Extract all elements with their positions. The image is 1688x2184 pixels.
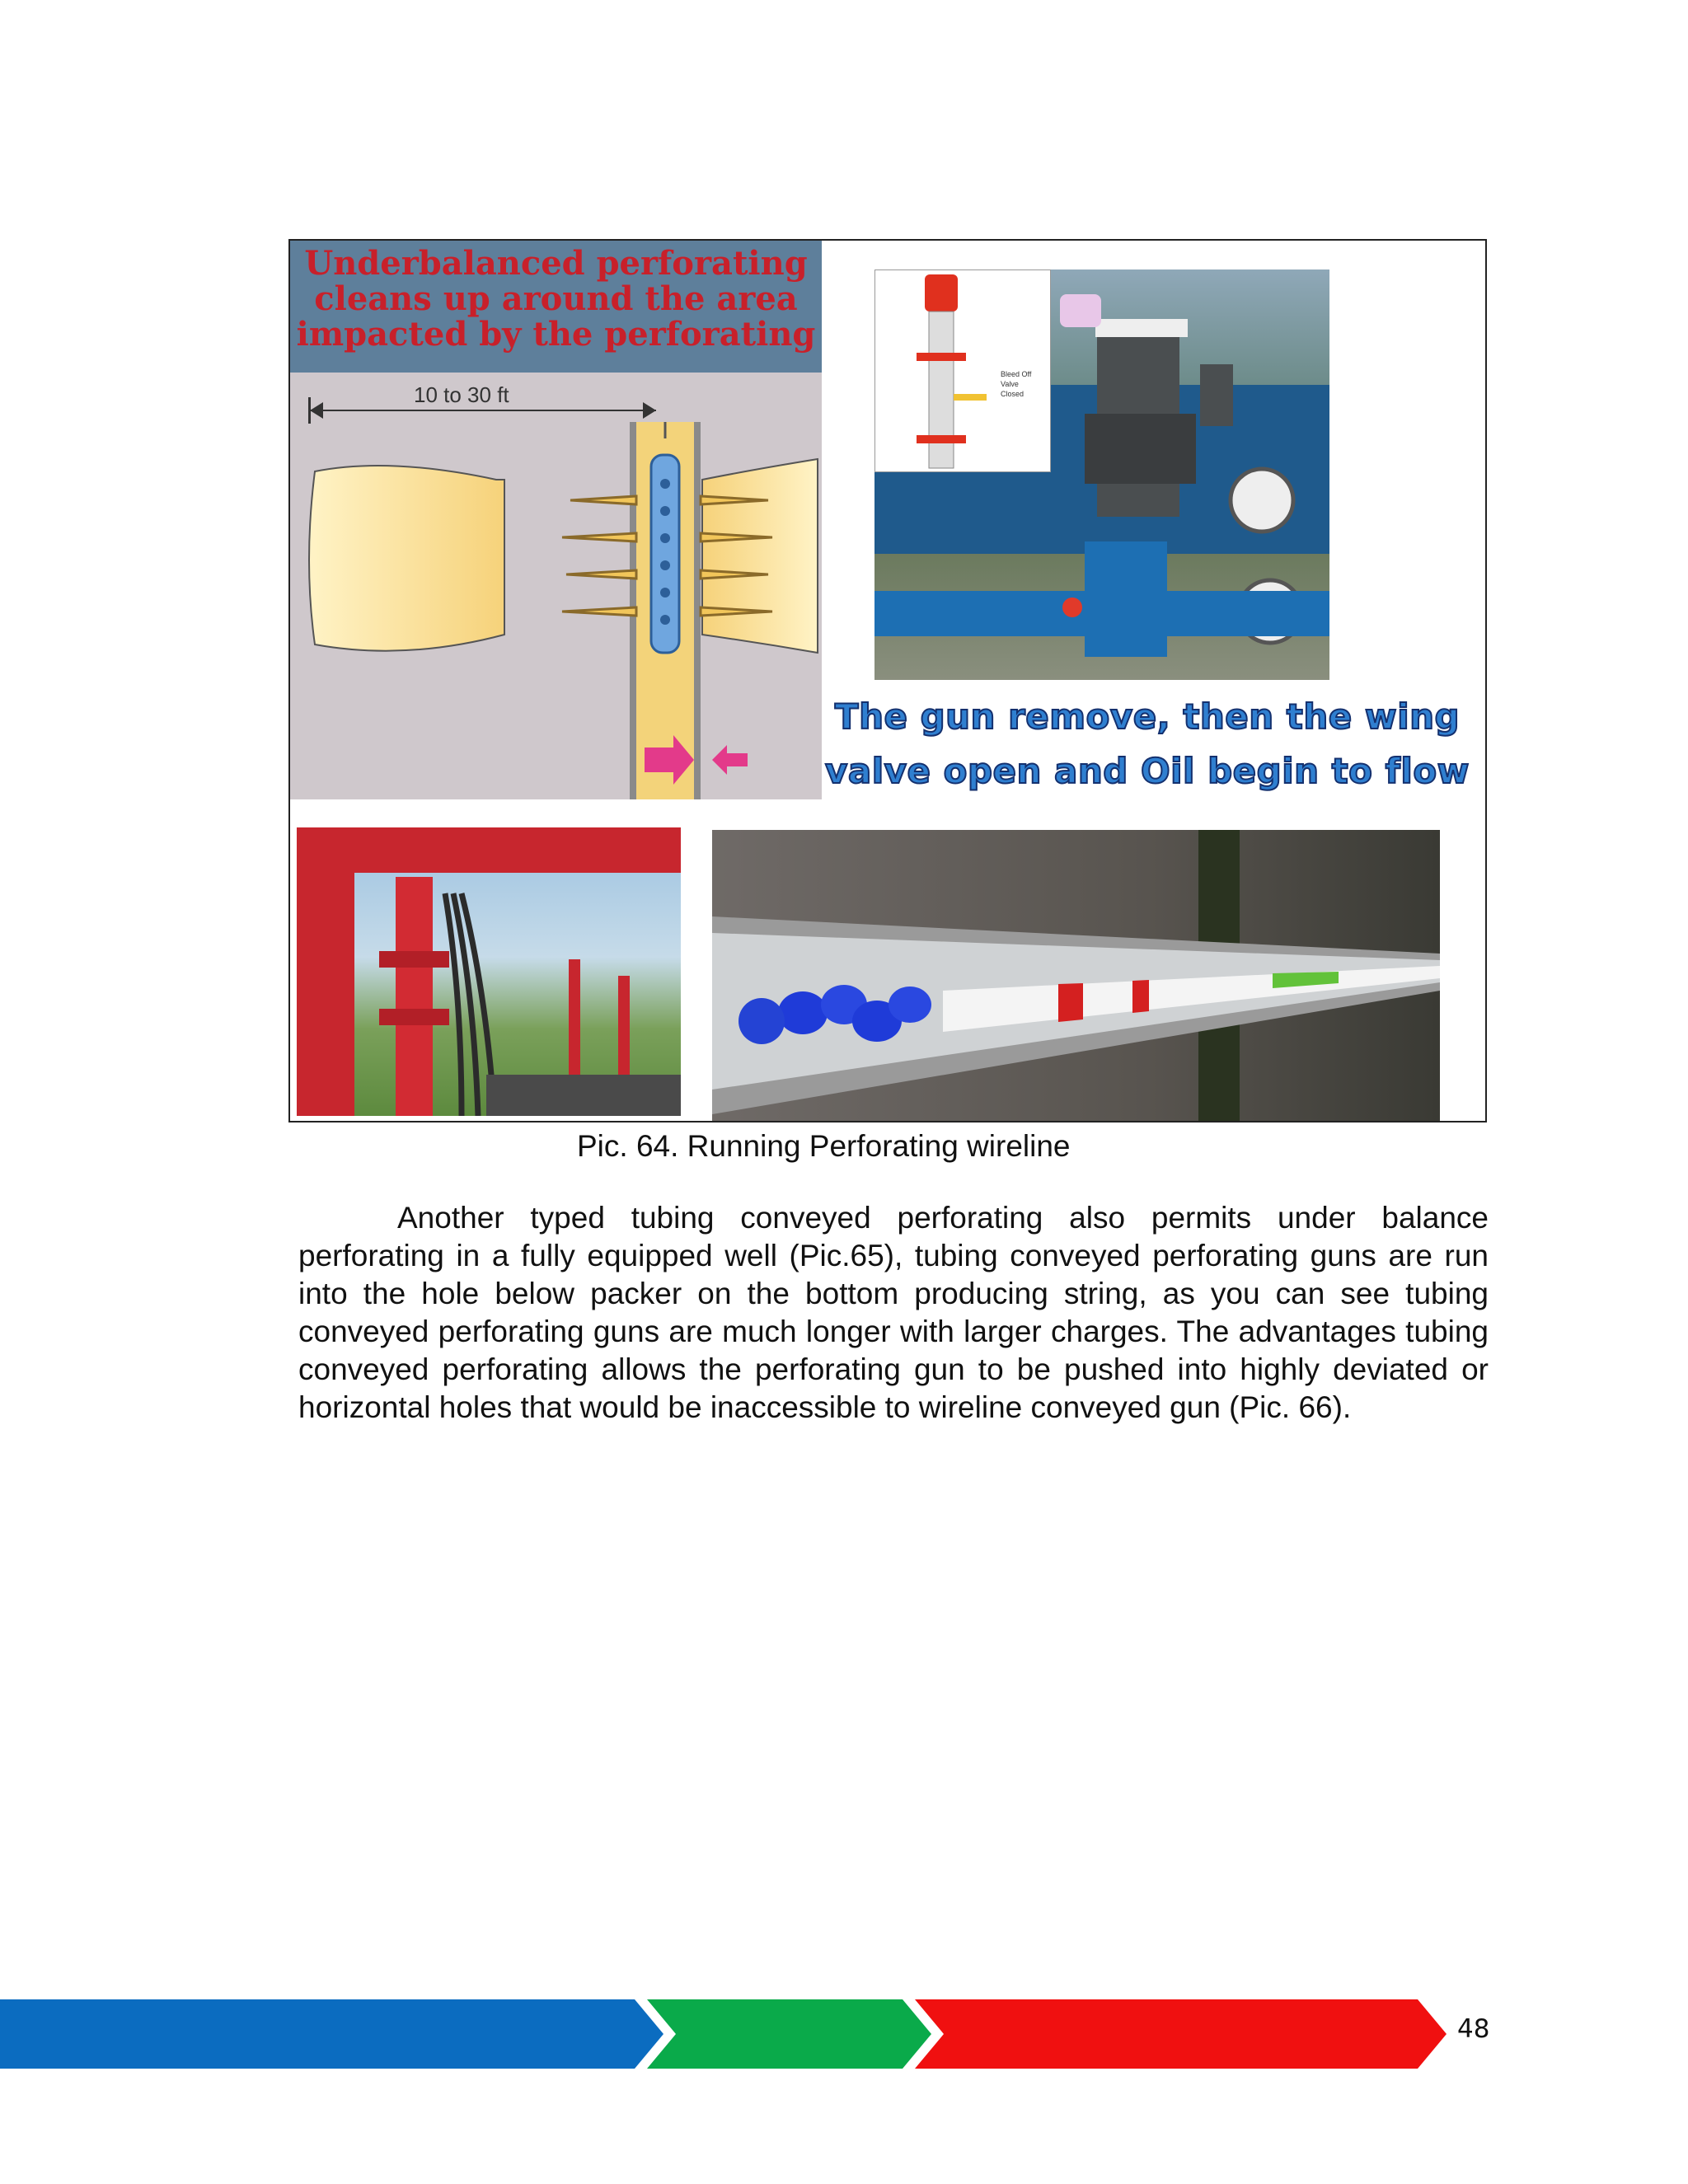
dimension-label: 10 to 30 ft [414,382,509,407]
footer-arrow-band [0,1996,1467,2072]
dimension-line [310,410,656,411]
diagram-title-line-2: cleans up around the area [314,279,798,318]
wellhead-photo [874,269,1329,680]
footer-green-arrow [647,1999,931,2069]
inset-label [1001,369,1031,399]
body-paragraph: Another typed tubing conveyed perforating also permits under balance perforating in a fully equipped well (Pic.65), tubing conveyed perforating guns are run into the hole below packer on the bottom producing string, as you can see tubing conveyed perforating guns are much longer with larger charges. The advantages tubing conveyed perforating allows the perforating gun to be pushed into highly deviated or horizontal holes that would be inaccessible to wireline conveyed gun (Pic. 66). [298,1201,1489,1424]
inset-label-line-2: Valve [1001,380,1019,388]
inset-label-line-1: Bleed Off [1001,370,1032,378]
figure-caption: Pic. 64. Running Perforating wireline [577,1129,1071,1163]
figure-pic-64 [288,239,1487,1122]
footer-blue-arrow [0,1999,663,2069]
inset-label-line-3: Closed [1001,390,1025,398]
wellhead-caption-line-1: The gun remove, then the wing [834,696,1461,737]
valve-schematic-drawing [875,270,999,471]
wellhead-caption [818,690,1477,799]
dimension-arrow-left-icon [310,402,323,419]
page-number: 48 [1457,2014,1490,2044]
dimension-arrow-right-icon [643,402,656,419]
diagram-title [290,246,822,352]
perforation-zone-illustration [290,422,822,799]
rig-photo [297,827,681,1116]
tubing-conveyed-gun-illustration [712,830,1440,1122]
diagram-title-line-1: Underbalanced perforating [304,244,808,283]
valve-schematic-inset [874,269,1051,472]
rig-equipment-illustration [297,827,681,1116]
diagram-title-line-3: impacted by the perforating [296,315,816,354]
footer-red-arrow [915,1999,1447,2069]
gun-in-tubing-drawing [712,830,1440,1122]
underbalanced-perforating-diagram [290,241,822,799]
wellhead-caption-line-2: valve open and Oil begin to flow [825,751,1470,791]
